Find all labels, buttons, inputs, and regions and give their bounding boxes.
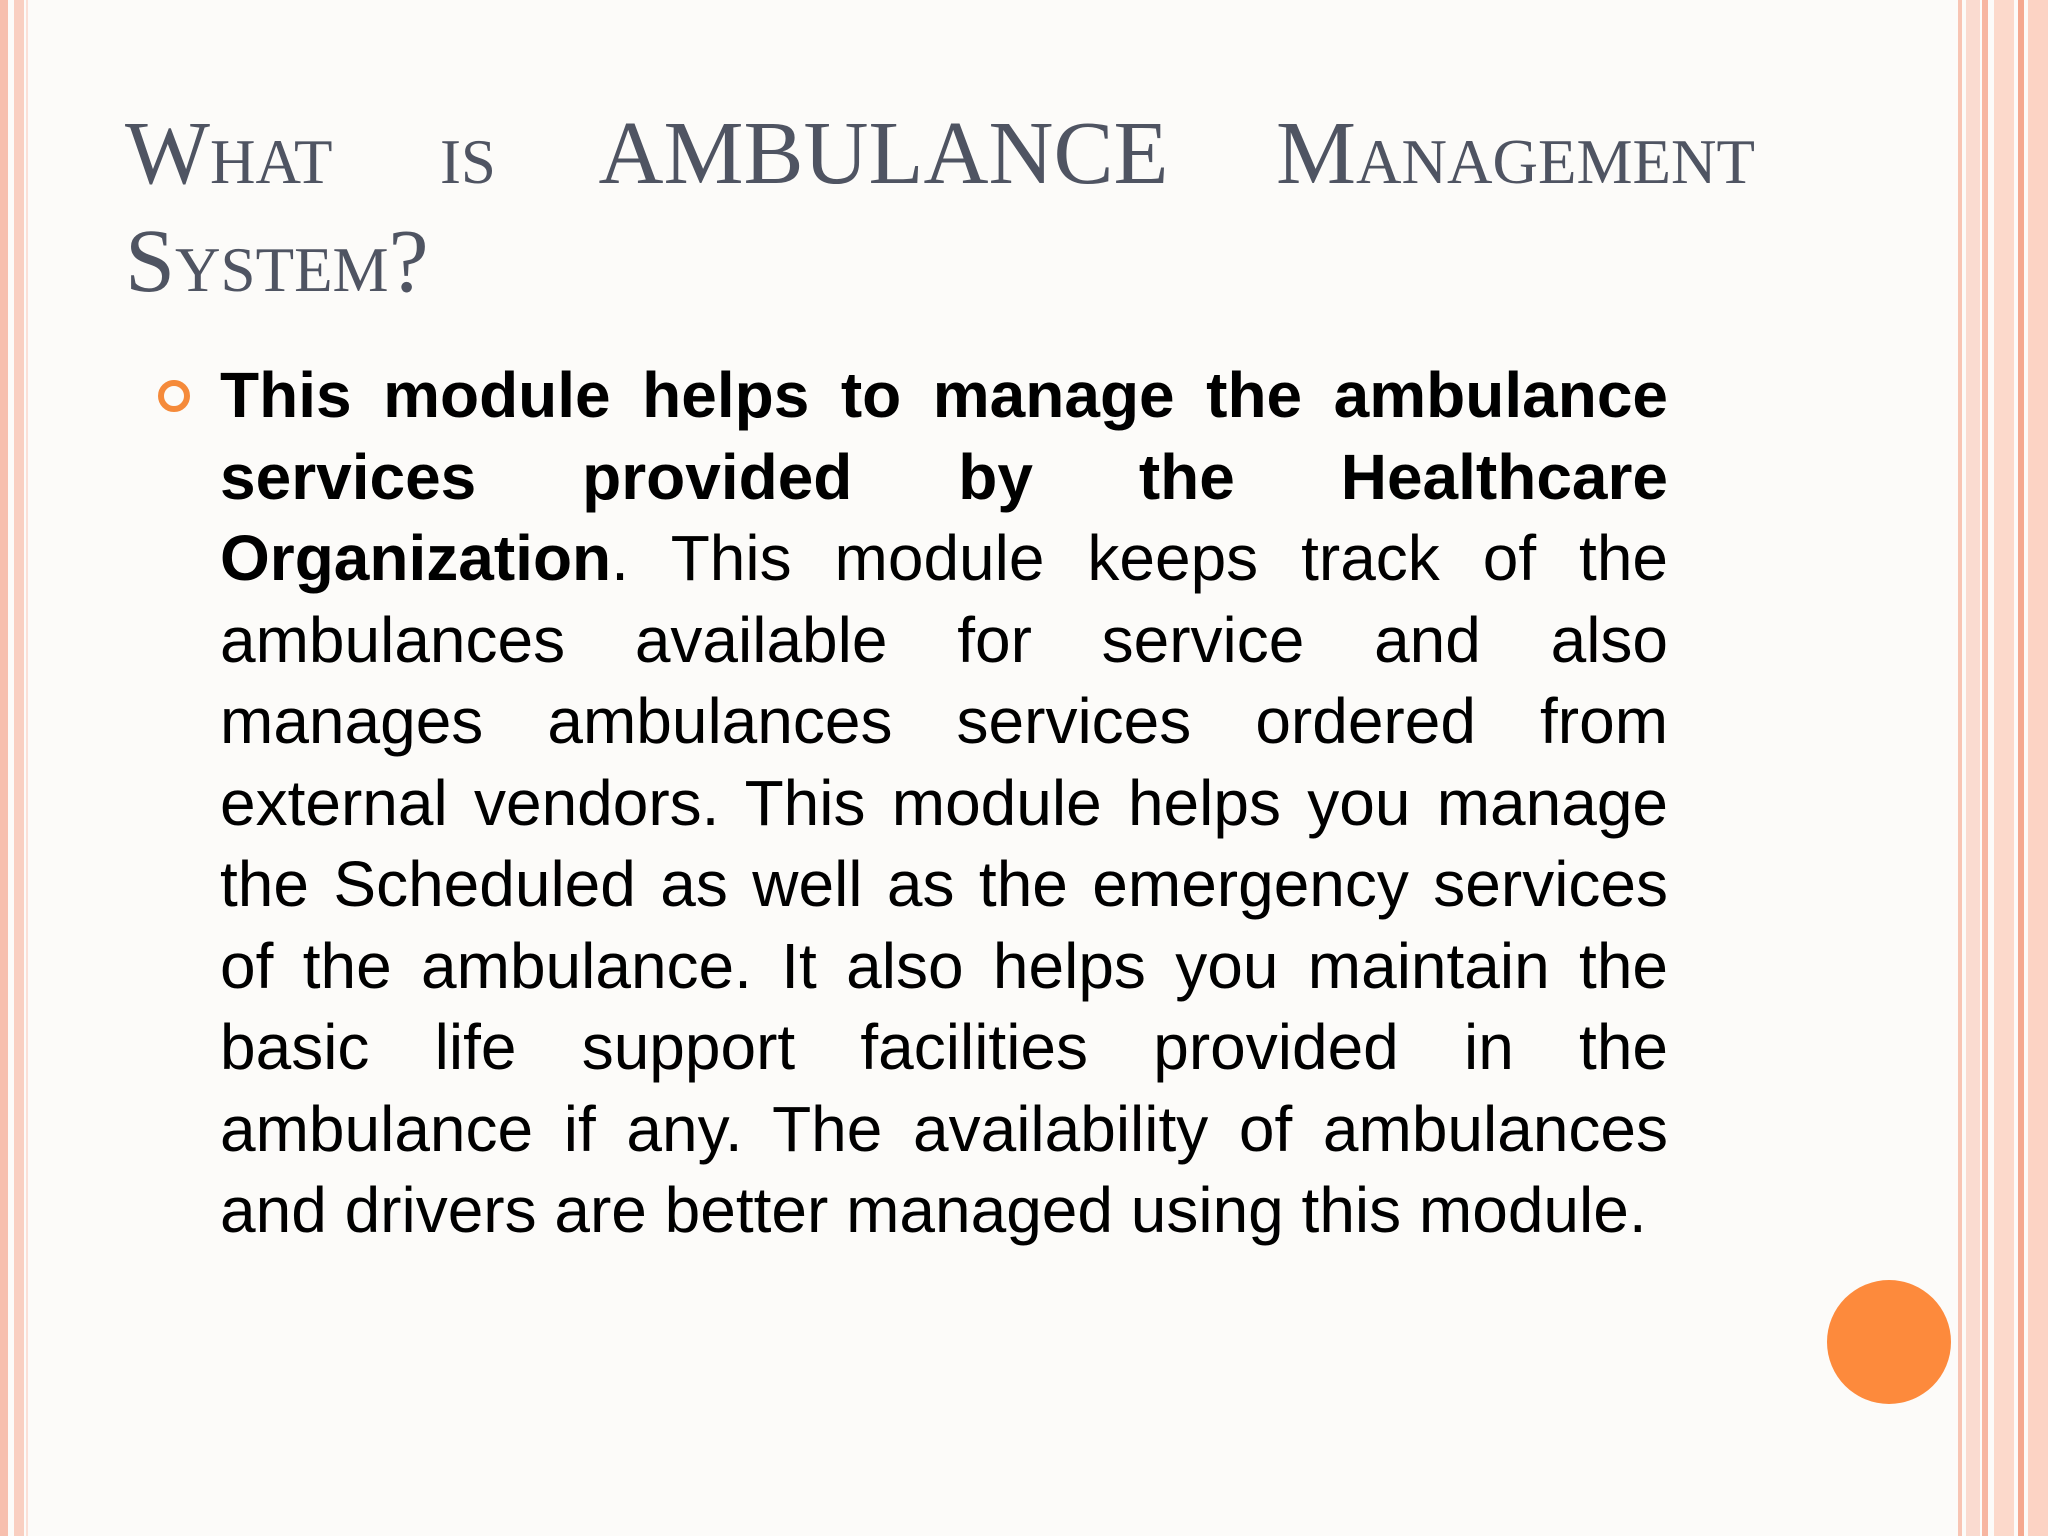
right-border-stripe <box>2018 0 2024 1536</box>
left-border-stripe <box>0 0 8 1536</box>
hollow-circle-bullet-icon <box>158 380 190 412</box>
left-border-stripe <box>14 0 24 1536</box>
bullet-paragraph <box>220 355 1668 1252</box>
right-border-stripe <box>1994 0 2014 1536</box>
slide-title: What is AMBULANCE Management System? <box>125 104 1755 311</box>
right-border-stripe <box>1958 0 1962 1536</box>
orange-circle-decoration-icon <box>1827 1280 1951 1404</box>
left-border-stripe <box>26 0 28 1536</box>
bullet-body-text: . This module keeps track of the ambulances available for service and also manages ambulances services ordered from external vendors. This module helps you manage the Scheduled as well as the emergency services of the ambulance. It also helps you maintain the basic life support facilities provided in the ambulance if any. The availability of ambulances and drivers are better managed using this module. <box>220 522 1668 1246</box>
right-border-stripe <box>1966 0 1980 1536</box>
bullet-bold-text: This module helps to manage the ambulance services provided by the Healthcare Organization <box>220 359 1668 594</box>
right-border-stripe <box>2028 0 2048 1536</box>
right-border-stripe <box>1982 0 1988 1536</box>
